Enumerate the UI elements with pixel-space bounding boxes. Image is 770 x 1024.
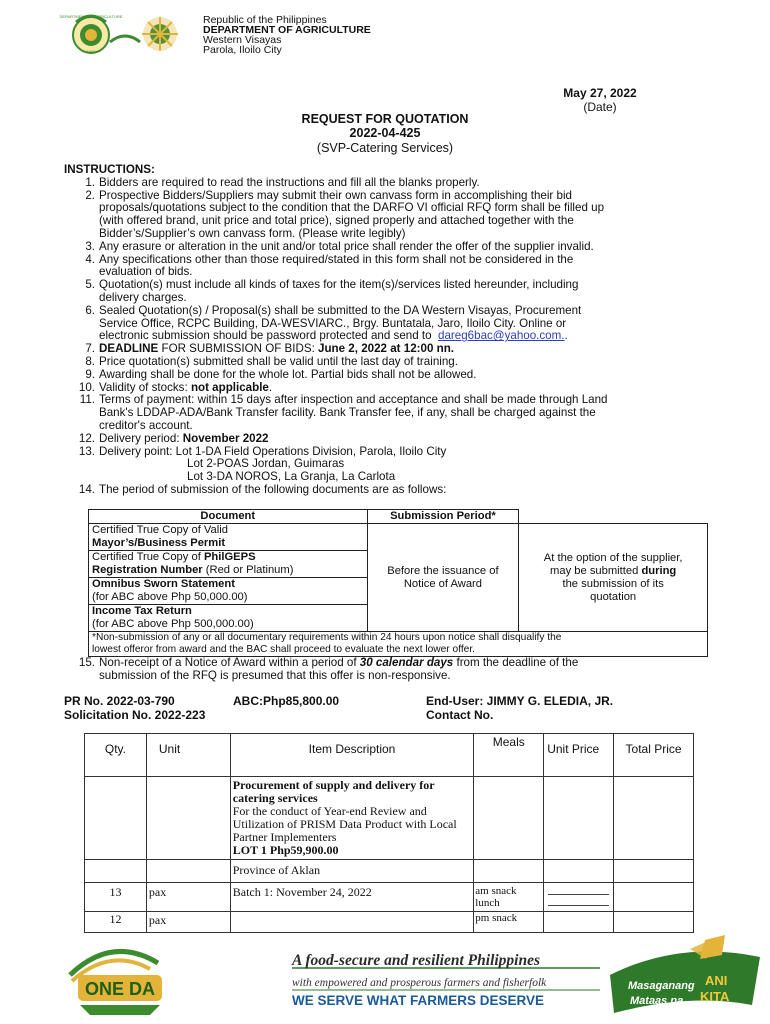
doc-note-row: *Non-submission of any or all documentary requirements within 24 hours upon notice shall disqualify the lowest offeror from award and the BAC shall proceed to evaluate the next lower offer.: [89, 632, 708, 657]
instruction-9: 9. Awarding shall be done for the whole lot. Partial bids shall not be allowed.: [85, 367, 477, 381]
instruction-6: 6. Sealed Quotation(s) / Proposal(s) shall be submitted to the DA Western Visayas, Procurement Service Office, RCPC Building, DA-WESVIARC., Brgy. Buntatala, Jaro, Iloilo City. Online or electronic submission should be password protected and send to dareg6bac@yahoo.com..: [85, 303, 582, 343]
col-qty: Qty.: [85, 734, 147, 777]
instruction-14: 14. The period of submission of the following documents are as follows:: [78, 482, 447, 496]
header-department: DEPARTMENT OF AGRICULTURE: [203, 24, 371, 36]
col-total-price: Total Price: [614, 734, 694, 777]
footer-serve-slogan: WE SERVE WHAT FARMERS DESERVE: [292, 993, 545, 1008]
table-row: 13 pax Batch 1: November 24, 2022 am snack lunch: [85, 883, 694, 912]
instruction-7: 7. DEADLINE FOR SUBMISSION OF BIDS: June 2, 2022 at 12:00 nn.: [85, 342, 455, 356]
instruction-12: 12. Delivery period: November 2022: [78, 431, 269, 445]
svg-text:1898: 1898: [86, 49, 96, 54]
masaganang-ani-badge: [610, 935, 760, 1013]
desc-body: For the conduct of Year-end Review and Utilization of PRISM Data Product with Local Partner Implementers: [232, 804, 457, 844]
doc-row-omnibus: Omnibus Sworn Statement (for ABC above Php 50,000.00): [89, 578, 708, 605]
abc-amount: ABC:Php85,800.00: [233, 694, 340, 708]
province: Province of Aklan: [230, 860, 474, 883]
instruction-3: 3. Any erasure or alteration in the unit and/or total price shall render the offer of the supplier invalid.: [85, 239, 594, 253]
svg-text:KITA: KITA: [700, 989, 730, 1004]
date-label: (Date): [583, 100, 617, 114]
instruction-2: 2. Prospective Bidders/Suppliers may submit their own canvass form in accomplishing their bid proposals/quotations subject to the condition that the DARFO VI official RFQ form shall be filled up (with offered brand, unit price and total price), signed properly and attached together with the Bidder’s/Supplier’s own canvass form. (Please write legibly): [85, 188, 605, 240]
province-row: [85, 860, 694, 883]
rfq-subtitle: (SVP-Catering Services): [316, 141, 454, 155]
header-republic: Republic of the Philippines: [203, 14, 327, 26]
instruction-4: 4. Any specifications other than those required/stated in this form shall not be considered in the evaluation of bids.: [85, 252, 574, 279]
doc-title: REQUEST FOR QUOTATION: [301, 112, 469, 126]
instruction-11: 11. Terms of payment: within 15 days after inspection and acceptance and shall be made through Land Bank's LDDAP-ADA/Bank Transfer facility. Bank Transfer fee, if any, shall be charged against the creditor's account.: [79, 393, 608, 432]
col-unit-price: Unit Price: [544, 734, 614, 777]
instruction-1: 1. Bidders are required to read the instructions and fill all the blanks properly.: [85, 175, 480, 189]
oneda-logo: [70, 951, 162, 1015]
date-block: [540, 86, 660, 114]
instruction-15: 15. Non-receipt of a Notice of Award within a period of 30 calendar days from the deadline of the submission of the RFQ is presumed that this offer is non-responsive.: [78, 656, 579, 682]
items-header-row: [85, 734, 694, 777]
footer-subline: with empowered and prosperous farmers and fisherfolk: [292, 977, 547, 989]
contact-number: Contact No.: [426, 708, 494, 722]
items-table: [84, 733, 694, 933]
col-meals: Meals: [474, 734, 544, 777]
doc-row-permit: Certified True Copy of Valid Mayor’s/Business Permit Before the issuance of Notice of Award At the option of the supplier, may be submitted during the submission of its quotation: [89, 524, 708, 551]
col-unit: Unit: [146, 734, 230, 777]
col-document: Document: [89, 510, 368, 524]
footer-tagline: A food-secure and resilient Philippines: [292, 952, 541, 969]
instruction-10: 10. Validity of stocks: not applicable.: [78, 380, 273, 394]
date-value: May 27, 2022: [563, 86, 637, 100]
doc-row-philgeps: Certified True Copy of PhilGEPS Registration Number (Red or Platinum): [89, 551, 708, 578]
end-user: End-User: JIMMY G. ELEDIA, JR.: [426, 694, 614, 708]
svg-text:ONE DA: ONE DA: [84, 979, 156, 999]
table-row: 12 pax pm snack: [85, 912, 694, 933]
solicitation-number: Solicitation No. 2022-223: [64, 708, 206, 722]
svg-text:Masaganang: Masaganang: [628, 980, 695, 992]
doc-row-itr: Income Tax Return (for ABC above Php 500,000.00): [89, 605, 708, 632]
desc-title: Procurement of supply and delivery for catering services: [232, 778, 435, 805]
col-item-description: Item Description: [230, 734, 474, 777]
instructions: [64, 164, 714, 497]
rfq-number: 2022-04-425: [349, 126, 421, 140]
col-submission-period: Submission Period*: [367, 510, 519, 524]
unit-price-blank[interactable]: [548, 895, 609, 906]
batch-label: Batch 1: November 24, 2022: [230, 883, 474, 912]
instruction-13: 13. Delivery point: Lot 1-DA Field Operations Division, Parola, Iloilo City Lot 2-POAS Jordan, Guimaras Lot 3-DA NOROS, La Granja, La Carlota: [78, 444, 447, 484]
header-address: Parola, Iloilo City: [203, 44, 282, 56]
submission-period-cell: Before the issuance of Notice of Award: [367, 524, 519, 632]
documents-table: [88, 509, 708, 657]
instruction-8: 8. Price quotation(s) submitted shall be valid until the last day of training.: [85, 354, 458, 368]
title-block: [200, 112, 570, 155]
documents-header-row: [89, 510, 708, 524]
description-row: [85, 777, 694, 860]
instruction-5: 5. Quotation(s) must include all kinds of taxes for the item(s)/services listed hereunder, including delivery charges.: [85, 278, 579, 304]
svg-text:DEPARTMENT OF AGRICULTURE: DEPARTMENT OF AGRICULTURE: [59, 14, 123, 19]
email-link[interactable]: dareg6bac@yahoo.com.: [438, 329, 565, 343]
da-seal-logo: [59, 12, 194, 54]
instructions-heading: INSTRUCTIONS:: [64, 163, 155, 176]
svg-text:ANI: ANI: [705, 973, 728, 988]
header-region: Western Visayas: [203, 34, 282, 46]
lot-amount: LOT 1 Php59,900.00: [232, 843, 339, 857]
svg-text:Mataas na: Mataas na: [630, 995, 684, 1007]
option-cell: At the option of the supplier, may be submitted during the submission of its quotation: [519, 524, 708, 632]
pr-number: PR No. 2022-03-790: [64, 694, 175, 708]
